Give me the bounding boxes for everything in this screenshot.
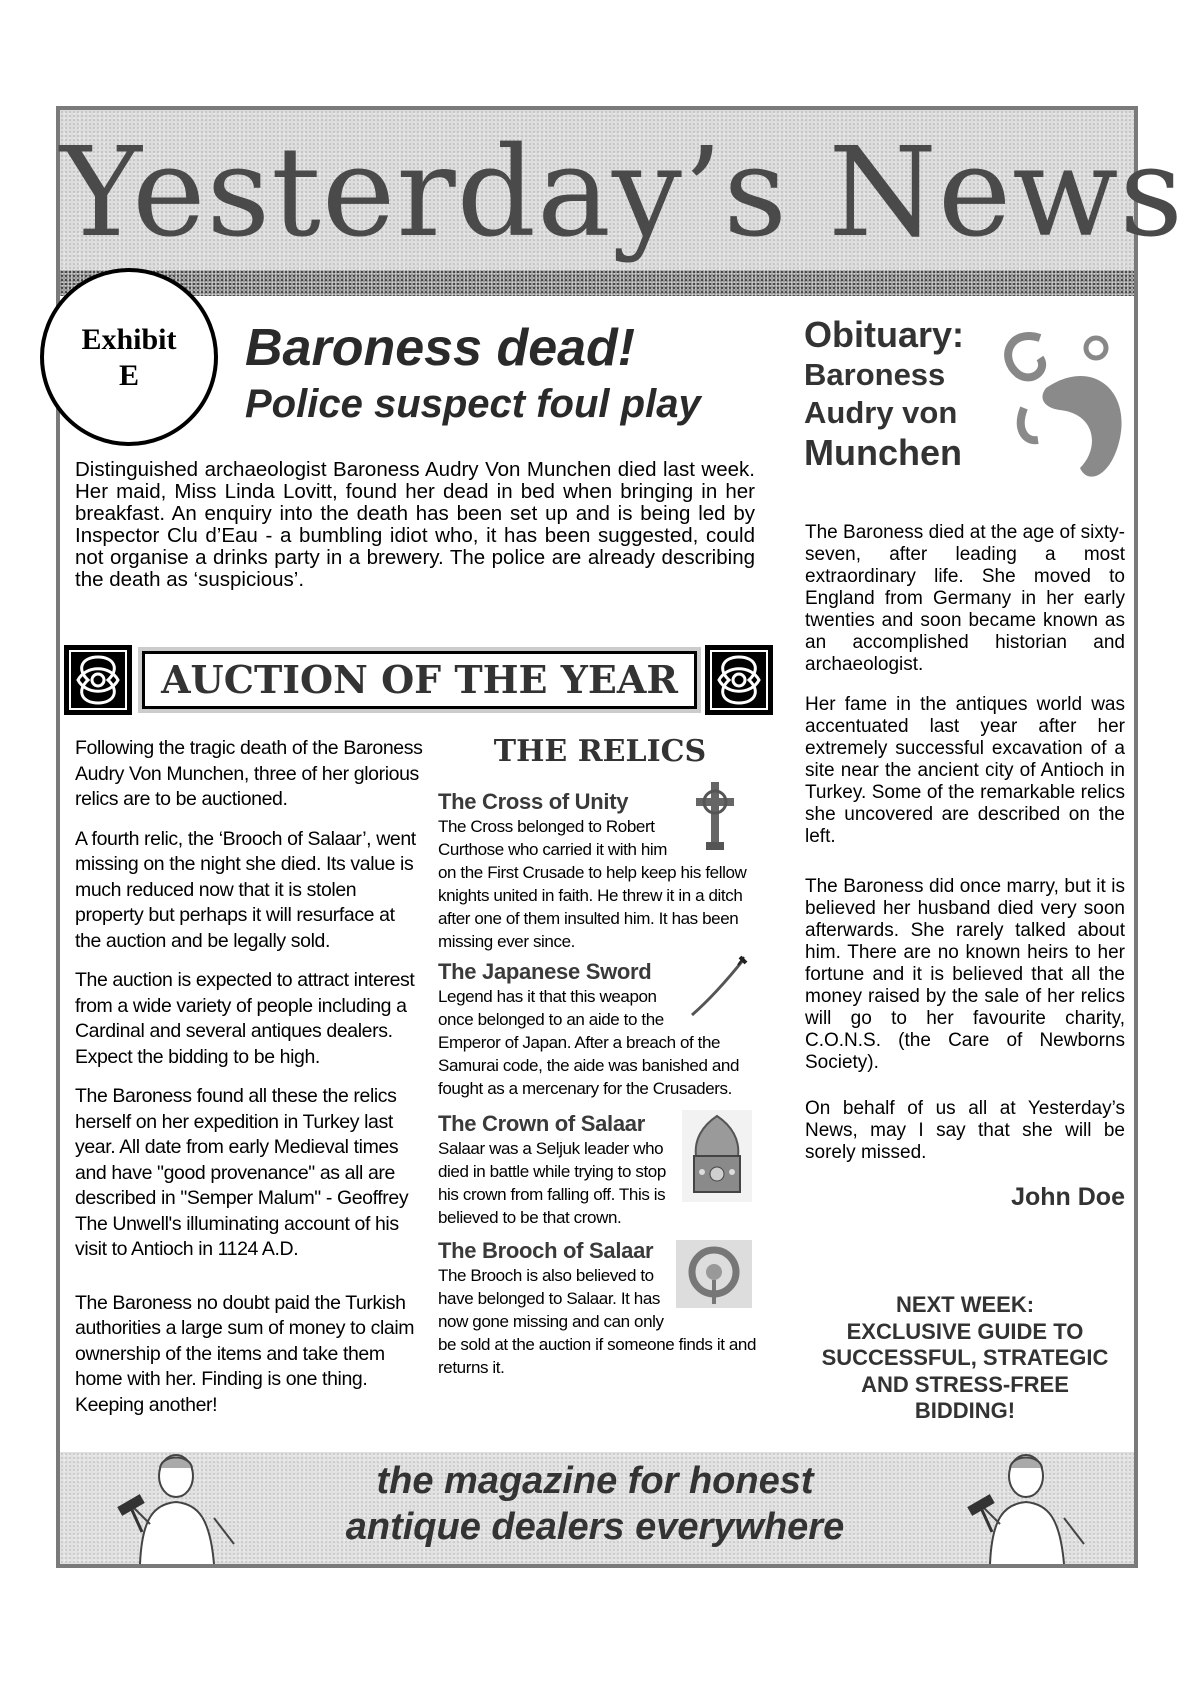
relic-name: The Japanese Sword [438,959,652,984]
auction-banner [64,645,774,717]
obituary-name: Baroness [804,357,946,392]
lead-body: Distinguished archaeologist Baroness Audry Von Munchen died last week. Her maid, Miss Linda Lovitt, found her dead in bed when bringing in her breakfast. An enquiry into the death has been set up and is being led by Inspector Clu d’Eau - a bumbling idiot who, it has been suggested, could not organise a drinks party in a brewery. The police are already describing the death as ‘suspicious’. [75,458,755,591]
relic-description-cont: be sold at the auction if someone finds it and returns it. [438,1335,757,1377]
auction-paragraph: The Baroness no doubt paid the Turkish authorities a large sum of money to claim ownership of the items and take them home with her. Finding is one thing. Keeping another! [75,1291,415,1416]
relics-title: THE RELICS [493,734,707,769]
relic-description: Legend has it that this weapon once belonged to an aide to the [438,987,664,1029]
obituary-name: Audry von [804,395,958,430]
exhibit-label: Exhibit [81,323,177,356]
obituary-paragraph: The Baroness did once marry, but it is believed her husband died very soon afterwards. She rarely talked about him. There are no known heirs to her fortune and it is believed that all the money raised by the sale of her relics will go to her favourite charity, C.O.N.S. (the Care of Newborns Society). [805,876,1125,1073]
obituary-paragraph: The Baroness died at the age of sixty-seven, after leading a most extraordinary life. She moved to England from Germany in her early twenties and soon became known as an accomplished historian and archaeologist. [805,522,1126,675]
celtic-knot-icon [705,645,773,715]
next-week-teaser [805,1292,1125,1425]
auction-title: AUCTION OF THE YEAR [161,657,678,702]
auctioneer-gavel-icon [960,1448,1090,1564]
obituary-article [805,522,1125,1186]
katana-icon [688,955,748,1019]
next-week-line: AND STRESS-FREE [861,1371,1069,1397]
auctioneer-gavel-icon [110,1448,240,1564]
celtic-cross-icon [690,780,740,852]
obituary-paragraph: Her fame in the antiques world was accentuated last year after her extremely successful excavation of a site near the ancient city of Antioch in Turkey. Some of the remarkable relics she uncovered are described on the left. [805,694,1125,847]
crown-icon [682,1110,752,1202]
auction-article [75,736,425,1432]
relic-description: The Cross belonged to Robert Curthose who carried it with him [438,817,668,859]
obituary-name: Munchen [804,432,962,473]
auction-paragraph: The Baroness found all these the relics herself on her expedition in Turkey last year. All date from early Medieval times and have "good provenance" as all are described in "Semper Malum" - Geoffrey The Unwell's illuminating account of his visit to Antioch in 1124 A.D. [75,1085,409,1260]
obituary-author: John Doe [1011,1183,1125,1211]
paisley-swirl-icon [1000,318,1132,488]
exhibit-letter: E [118,359,139,392]
masthead-divider [60,270,1134,296]
masthead [60,110,1185,270]
lead-subheadline: Police suspect foul play [245,382,701,426]
next-week-line: EXCLUSIVE GUIDE TO [846,1318,1084,1344]
relic-name: The Cross of Unity [438,789,629,814]
masthead-title: Yesterday’s News [60,121,1185,265]
celtic-knot-icon [64,645,132,715]
next-week-line: BIDDING! [914,1398,1016,1423]
lead-headline: Baroness dead! [245,319,636,377]
brooch-icon [676,1240,752,1308]
obituary-paragraph: On behalf of us all at Yesterday’s News, may I say that she will be sorely missed. [805,1098,1125,1163]
obituary-title: Obituary: [804,314,965,355]
relic-description-cont: Emperor of Japan. After a breach of the Samurai code, the aide was banished and fought as a mercenary for the Crusaders. [438,1033,740,1098]
footer-tagline: the magazine for honest [376,1460,814,1502]
relic-description: The Brooch is also believed to have belonged to Salaar. It has now gone missing and can only [438,1266,664,1331]
auction-paragraph: A fourth relic, the ‘Brooch of Salaar’, went missing on the night she died. Its value is much reduced now that it is stolen property but perhaps it will resurface at the auction and be legally sold. [75,827,416,952]
exhibit-badge [40,268,218,446]
next-week-line: NEXT WEEK: [895,1292,1035,1317]
relic-name: The Crown of Salaar [438,1111,646,1136]
relic-name: The Brooch of Salaar [438,1238,654,1263]
footer-tagline: antique dealers everywhere [345,1506,845,1548]
auction-paragraph: Following the tragic death of the Baroness Audry Von Munchen, three of her glorious relics are to be auctioned. [75,737,423,810]
auction-title-box [142,651,697,709]
relic-description: Salaar was a Seljuk leader who died in battle while trying to stop his crown from falling off. This is believed to be that crown. [438,1139,666,1227]
auction-paragraph: The auction is expected to attract interest from a wide variety of people including a Cardinal and several antiques dealers. Expect the bidding to be high. [75,969,415,1068]
relic-description-cont: on the First Crusade to help keep his fellow knights united in faith. He threw it in a ditch after one of them insulted him. It has been missing ever since. [438,863,747,951]
next-week-line: SUCCESSFUL, STRATEGIC [821,1345,1109,1370]
